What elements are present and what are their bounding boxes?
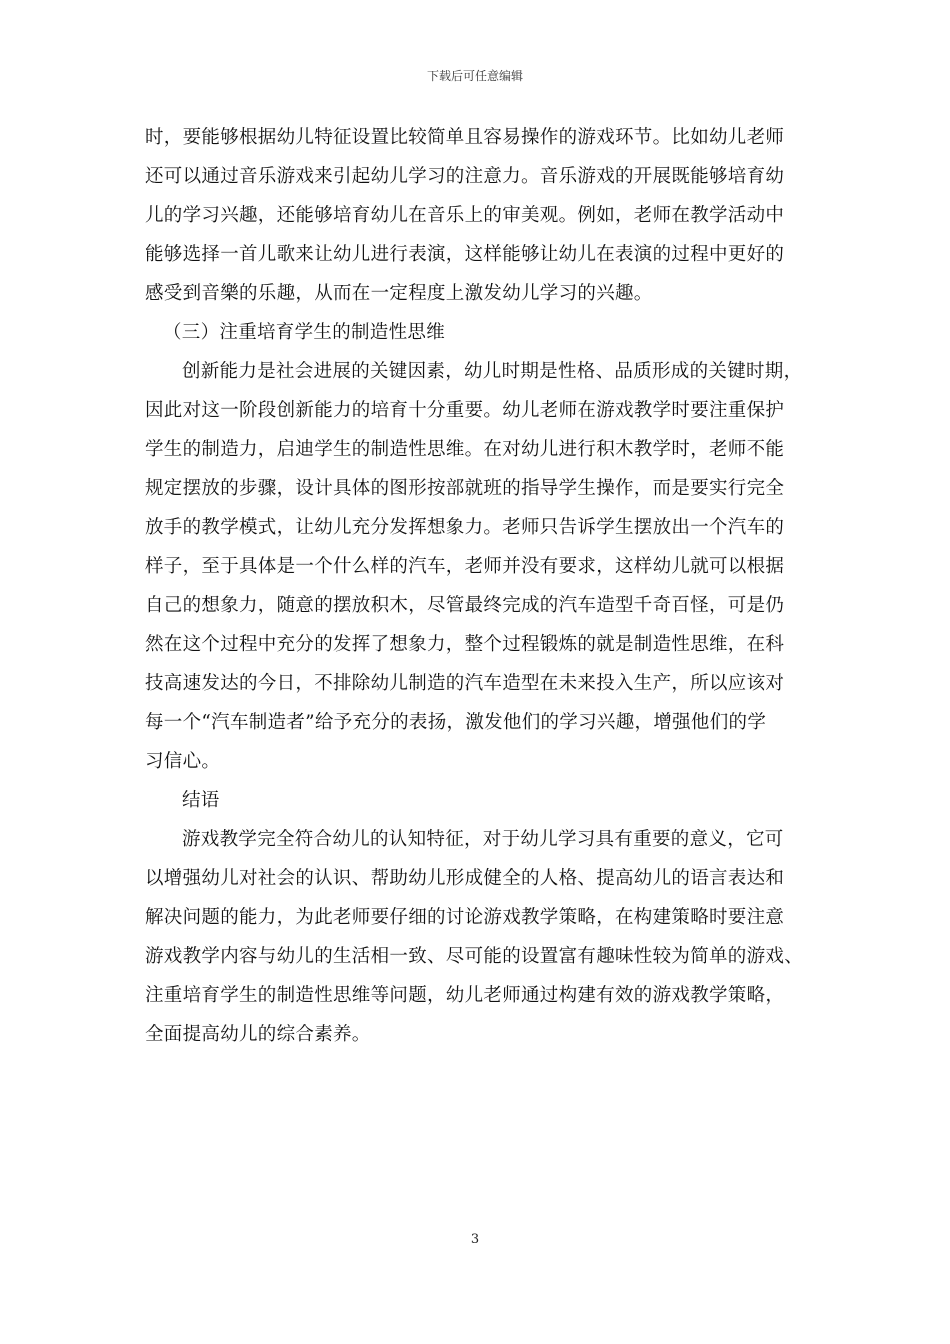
text-line: 然在这个过程中充分的发挥了想象力，整个过程锻炼的就是制造性思维，在科: [145, 634, 785, 655]
text-line: 感受到音樂的乐趣，从而在一定程度上激发幼儿学习的兴趣。: [145, 283, 653, 304]
section-heading: （三）注重培育学生的制造性思维: [163, 322, 446, 343]
section-heading: 结语: [182, 790, 220, 811]
text-line: 时，要能够根据幼儿特征设置比较简单且容易操作的游戏环节。比如幼儿老师: [145, 127, 785, 148]
text-line: 因此对这一阶段创新能力的培育十分重要。幼儿老师在游戏教学时要注重保护: [145, 400, 785, 421]
text-line: 规定摆放的步骤，设计具体的图形按部就班的指导学生操作，而是要实行完全: [145, 478, 785, 499]
text-line: 学生的制造力，启迪学生的制造性思维。在对幼儿进行积木教学时，老师不能: [145, 439, 785, 460]
text-line: 技高速发达的今日，不排除幼儿制造的汽车造型在未来投入生产，所以应该对: [145, 673, 785, 694]
text-line: 注重培育学生的制造性思维等问题，幼儿老师通过构建有效的游戏教学策略，: [145, 985, 785, 1006]
text-line: 样子，至于具体是一个什么样的汽车，老师并没有要求，这样幼儿就可以根据: [145, 556, 785, 577]
text-line: 能够选择一首儿歌来让幼儿进行表演，这样能够让幼儿在表演的过程中更好的: [145, 244, 785, 265]
text-line: 游戏教学内容与幼儿的生活相一致、尽可能的设置富有趣味性较为简单的游戏、: [145, 946, 804, 967]
text-line: 创新能力是社会进展的关键因素，幼儿时期是性格、品质形成的关键时期，: [182, 361, 803, 382]
text-line: 自己的想象力，随意的摆放积木，尽管最终完成的汽车造型千奇百怪，可是仍: [145, 595, 785, 616]
text-line: 游戏教学完全符合幼儿的认知特征，对于幼儿学习具有重要的意义，它可: [182, 829, 784, 850]
text-line: 还可以通过音乐游戏来引起幼儿学习的注意力。音乐游戏的开展既能够培育幼: [145, 166, 785, 187]
text-line: 解决问题的能力，为此老师要仔细的讨论游戏教学策略，在构建策略时要注意: [145, 907, 785, 928]
text-line: 每一个“汽车制造者”给予充分的表扬，激发他们的学习兴趣，增强他们的学: [145, 712, 767, 733]
document-body: [145, 118, 830, 1054]
text-line: 放手的教学模式，让幼儿充分发挥想象力。老师只告诉学生摆放出一个汽车的: [145, 517, 785, 538]
text-line: 习信心。: [145, 751, 221, 772]
text-line: 全面提高幼儿的综合素养。: [145, 1024, 371, 1045]
page-header: 下载后可任意编辑: [426, 69, 523, 83]
text-line: 儿的学习兴趣，还能够培育幼儿在音乐上的审美观。例如，老师在教学活动中: [145, 205, 785, 226]
text-line: 以增强幼儿对社会的认识、帮助幼儿形成健全的人格、提高幼儿的语言表达和: [145, 868, 785, 889]
page-number: 3: [470, 1232, 480, 1247]
